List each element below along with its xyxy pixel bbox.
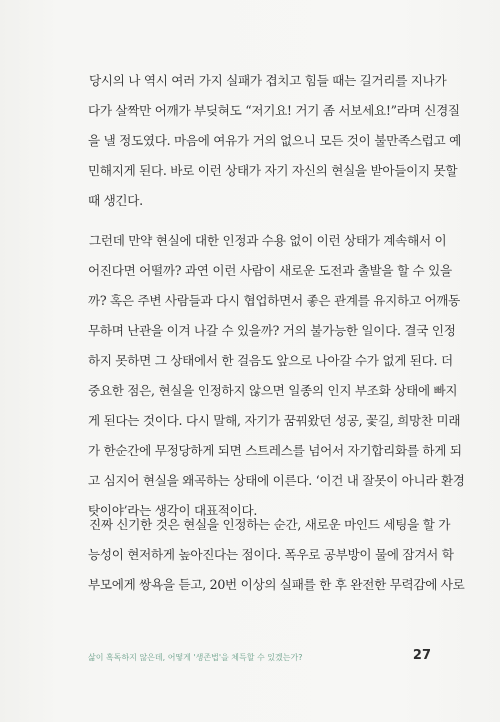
paragraph <box>88 510 465 600</box>
text-line: 부모에게 쌍욕을 듣고, 20번 이상의 실패를 한 후 완전한 무력감에 사로 <box>88 577 465 592</box>
page-footer <box>88 648 433 668</box>
text-line: 중요한 점은, 현실을 인정하지 않으면 일종의 인지 부조화 상태에 빠지 <box>88 383 458 398</box>
text-line: 진짜 신기한 것은 현실을 인정하는 순간, 새로운 마인드 세팅을 할 가 <box>89 517 451 532</box>
text-line: 게 된다는 것이다. 다시 말해, 자기가 꿈꿔왔던 성공, 꽃길, 희망찬 미래 <box>88 413 461 428</box>
paragraph <box>88 66 461 216</box>
text-line: 어진다면 어떨까? 과연 이런 사람이 새로운 도전과 출발을 할 수 있을 <box>88 263 452 278</box>
text-line: 당시의 나 역시 여러 가지 실패가 겹치고 힘들 때는 길거리를 지나가 <box>89 73 447 88</box>
running-title: 삶이 혹독하지 않은데, 어떻게 '생존법'을 체득할 수 있겠는가? <box>88 653 303 662</box>
text-line: 무하며 난관을 이겨 나갈 수 있을까? 거의 불가능한 일이다. 결국 인정 <box>88 323 456 338</box>
text-line: 탓이야’라는 생각이 대표적이다. <box>88 503 258 518</box>
text-line: 을 낼 정도였다. 마음에 여유가 거의 없으니 모든 것이 불만족스럽고 예 <box>88 133 461 148</box>
text-line: 다가 살짝만 어깨가 부딪혀도 “저기요! 거기 좀 서보세요!”라며 신경질 <box>88 103 460 118</box>
page-number: 27 <box>412 648 431 663</box>
text-line: 그런데 만약 현실에 대한 인정과 수용 없이 이런 상태가 계속해서 이 <box>89 233 447 248</box>
text-line: 때 생긴다. <box>88 193 143 208</box>
text-line: 하지 못하면 그 상태에서 한 걸음도 앞으로 나아갈 수가 없게 된다. 더 <box>88 353 453 368</box>
text-line: 능성이 현저하게 높아진다는 점이다. 폭우로 공부방이 물에 잠겨서 학 <box>88 547 454 562</box>
text-line: 까? 혹은 주변 사람들과 다시 협업하면서 좋은 관계를 유지하고 어깨동 <box>88 293 461 308</box>
text-line: 고 심지어 현실을 왜곡하는 상태에 이른다. ‘이건 내 잘못이 아니라 환경 <box>88 473 465 488</box>
paragraph <box>88 226 465 526</box>
text-line: 가 한순간에 무정당하게 되면 스트레스를 넘어서 자기합리화를 하게 되 <box>88 443 462 458</box>
text-line: 민해지게 된다. 바로 이런 상태가 자기 자신의 현실을 받아들이지 못할 <box>88 163 458 178</box>
